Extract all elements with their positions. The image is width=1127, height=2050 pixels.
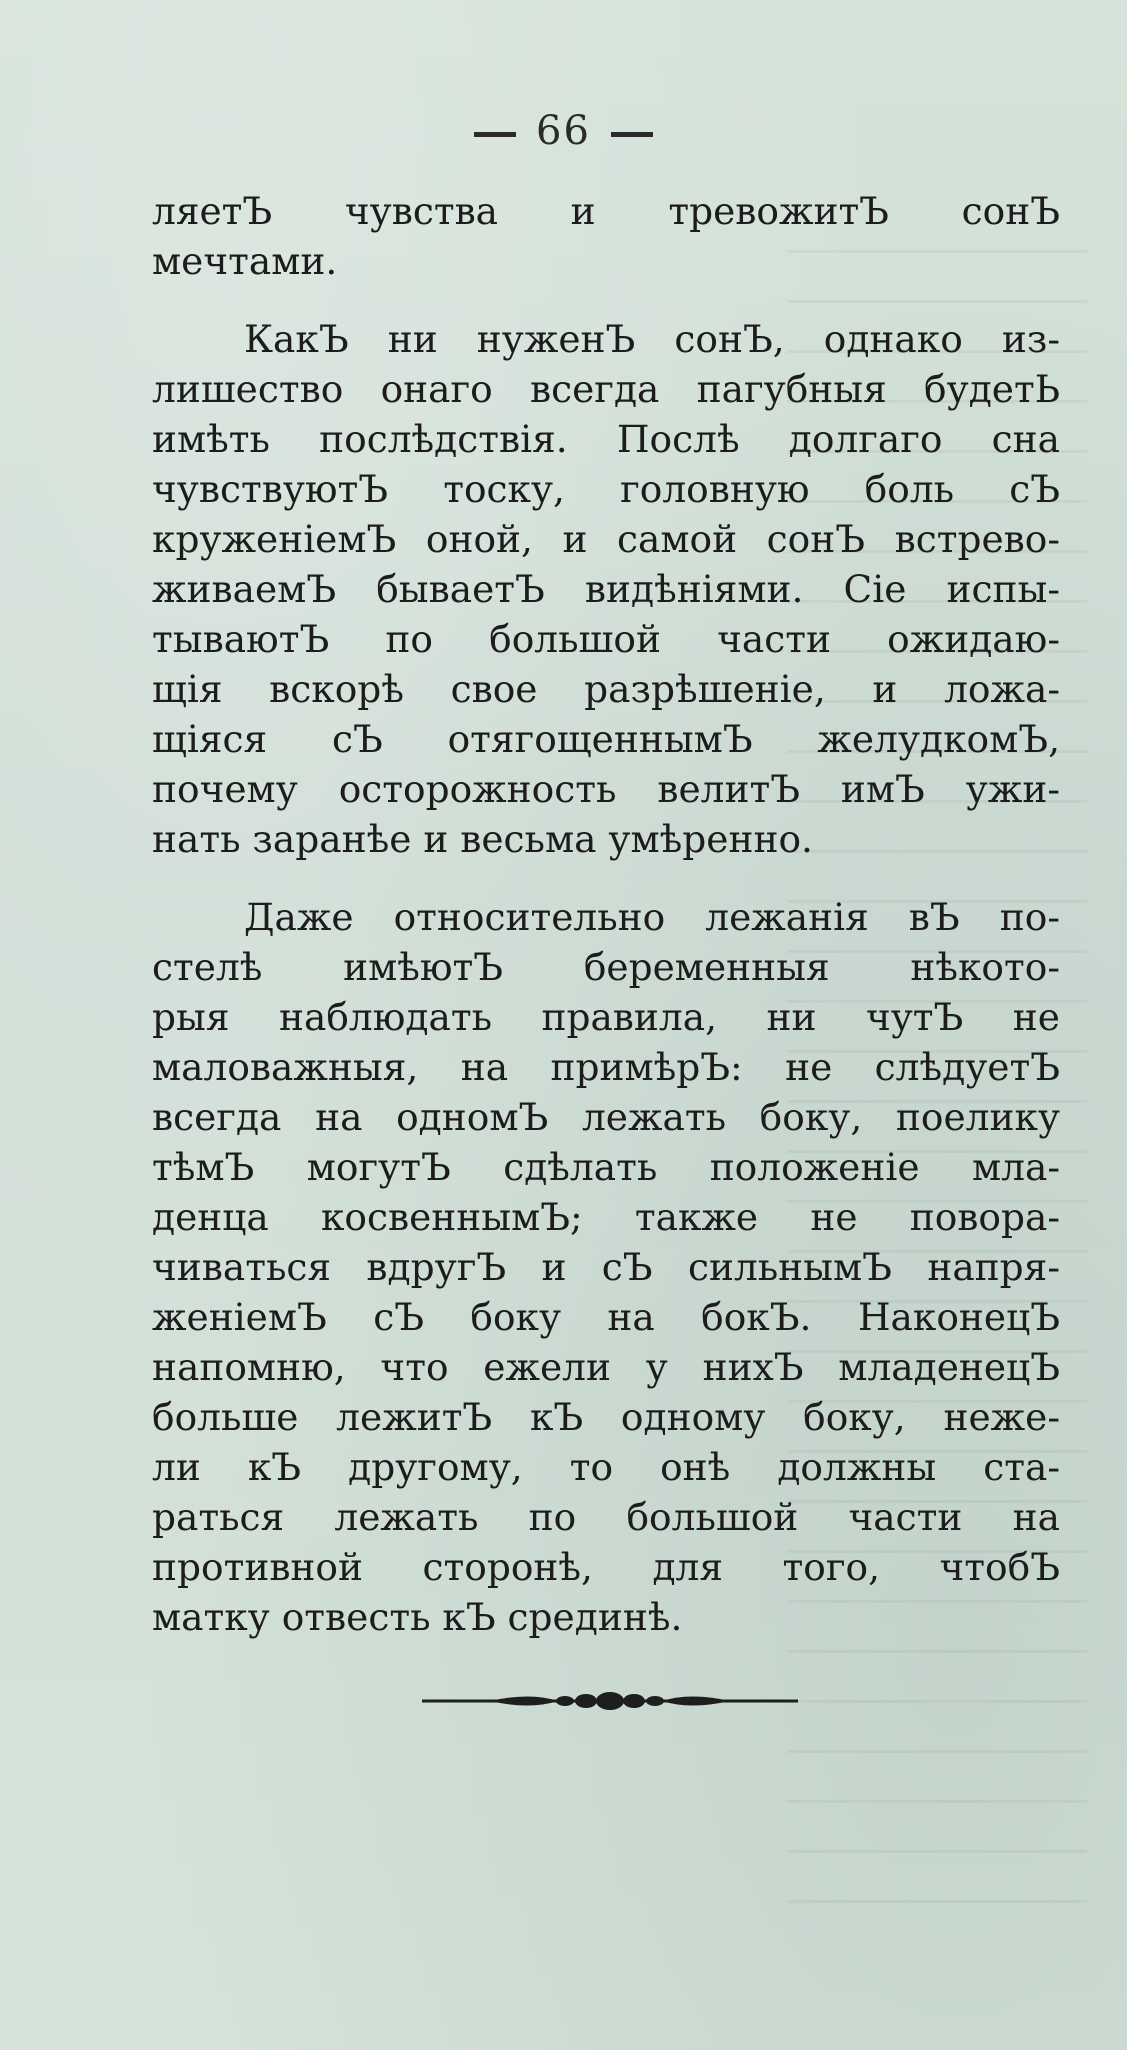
text-line: КакЪ ни нуженЪ сонЪ, однако из- — [244, 317, 1060, 361]
text-line: противной сторонѣ, для того, чтобЪ — [152, 1545, 1060, 1589]
body-text — [152, 186, 1060, 1642]
text-line: маловажныя, на примѣрЪ: не слѣдуетЪ — [152, 1045, 1060, 1089]
text-line: Даже относительно лежанія вЪ по- — [244, 895, 1060, 939]
text-line: чувствуютЪ тоску, головную боль сЪ — [152, 467, 1060, 511]
text-line: мечтами. — [152, 239, 338, 283]
text-line: напомню, что ежели у нихЪ младенецЪ — [152, 1345, 1060, 1389]
text-line: живаемЪ бываетЪ видѣніями. Сіе испы- — [152, 567, 1060, 611]
text-line: ли кЪ другому, то онѣ должны ста- — [152, 1445, 1060, 1489]
text-line: больше лежитЪ кЪ одному боку, неже- — [152, 1395, 1060, 1439]
text-line: всегда на одномЪ лежать боку, поелику — [152, 1095, 1060, 1139]
header-dash-right — [611, 132, 653, 137]
text-line: круженіемЪ оной, и самой сонЪ встрево- — [152, 517, 1060, 561]
text-line: тываютЪ по большой части ожидаю- — [152, 617, 1060, 661]
tailpiece-ornament — [420, 1688, 800, 1714]
text-line: лишество онаго всегда пагубныя будетЬ — [152, 367, 1060, 411]
paragraph-1 — [152, 186, 1060, 286]
text-line: стелѣ имѣютЪ беременныя нѣкото- — [152, 945, 1060, 989]
text-line: нать заранѣе и весьма умѣренно. — [152, 817, 813, 861]
text-line: ляетЪ чувства и тревожитЪ сонЪ — [152, 189, 1060, 233]
page-number: 66 — [536, 108, 591, 154]
text-line: матку отвесть кЪ срединѣ. — [152, 1595, 683, 1639]
text-line: женіемЪ сЪ боку на бокЪ. НаконецЪ — [152, 1295, 1060, 1339]
text-line: денца косвеннымЪ; также не повора- — [152, 1195, 1060, 1239]
text-line: чиваться вдругЪ и сЪ сильнымЪ напря- — [152, 1245, 1060, 1289]
page-header — [0, 108, 1127, 154]
paragraph-3 — [152, 892, 1060, 1642]
text-line: раться лежать по большой части на — [152, 1495, 1060, 1539]
text-line: тѣмЪ могутЪ сдѣлать положеніе мла- — [152, 1145, 1060, 1189]
header-dash-left — [474, 132, 516, 137]
text-line: рыя наблюдать правила, ни чутЪ не — [152, 995, 1060, 1039]
text-line: имѣть послѣдствія. Послѣ долгаго сна — [152, 417, 1060, 461]
text-line: щіяся сЪ отягощеннымЪ желудкомЪ, — [152, 717, 1060, 761]
paragraph-2 — [152, 314, 1060, 864]
text-line: почему осторожность велитЪ имЪ ужи- — [152, 767, 1060, 811]
text-line: щія вскорѣ свое разрѣшеніе, и ложа- — [152, 667, 1060, 711]
